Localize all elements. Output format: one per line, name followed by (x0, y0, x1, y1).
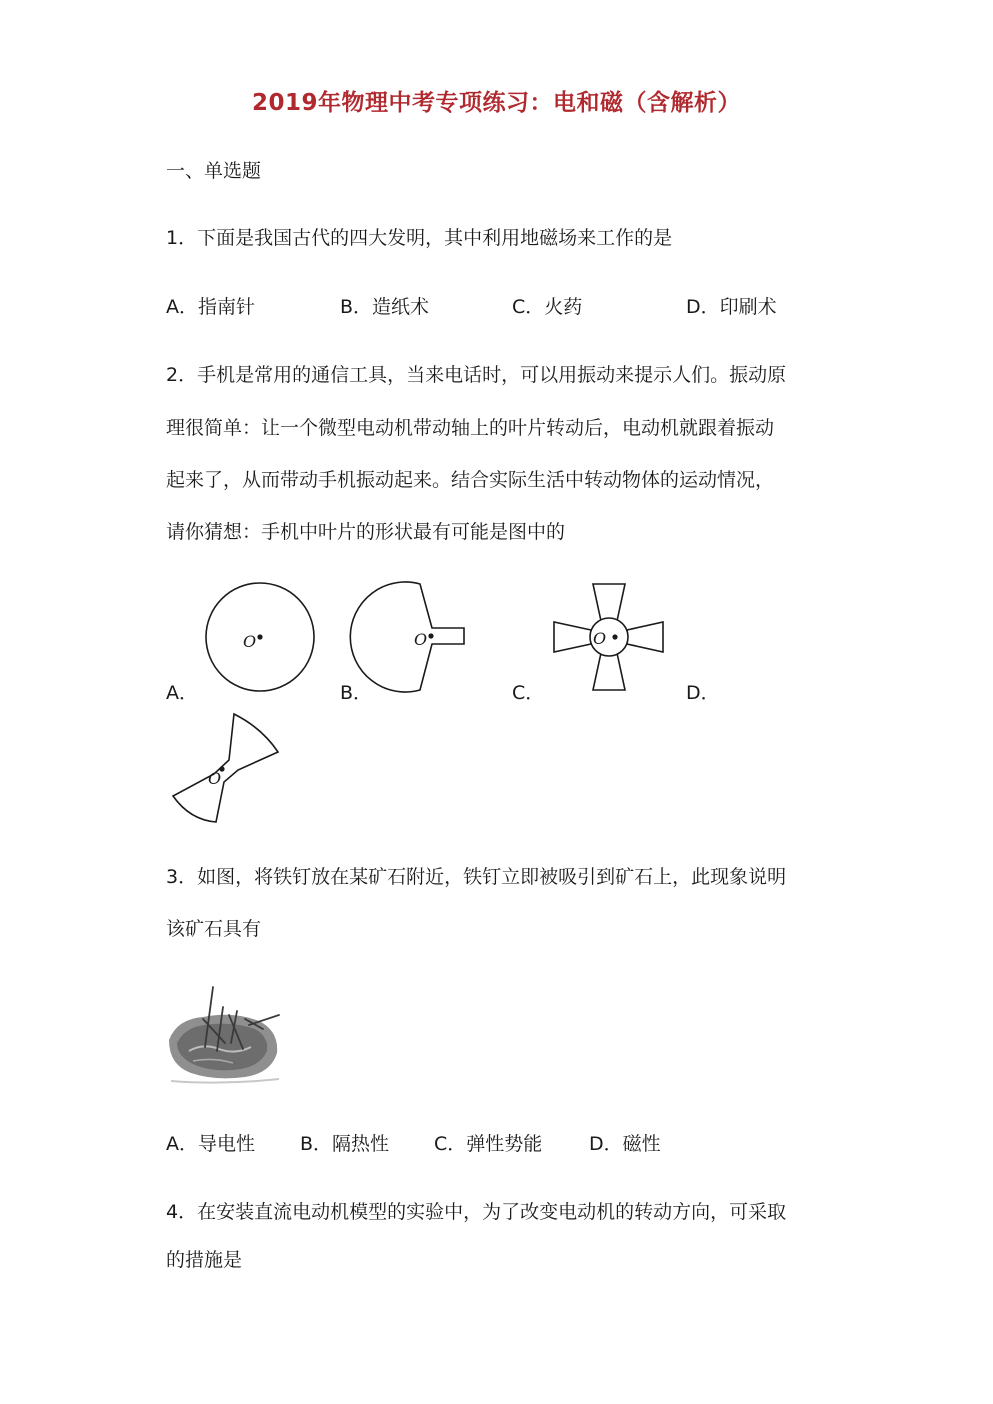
q2-stem-line-1: 2．手机是常用的通信工具，当来电话时，可以用振动来提示人们。振动原 (166, 364, 787, 386)
axis-label: O (414, 630, 428, 649)
q1-option-d[interactable]: D．印刷术 (686, 296, 777, 318)
q2-option-c[interactable]: C． (512, 682, 545, 704)
q3-option-b[interactable]: B．隔热性 (300, 1133, 390, 1155)
q1-stem: 1．下面是我国古代的四大发明，其中利用地磁场来工作的是 (166, 227, 673, 249)
fan-blade-top (593, 584, 625, 621)
axis-label: O (243, 632, 257, 651)
axis-point (257, 634, 262, 639)
q1-option-a[interactable]: A．指南针 (166, 296, 255, 318)
axis-label: O (208, 769, 222, 788)
q2-stem-line-3: 起来了，从而带动手机振动起来。结合实际生活中转动物体的运动情况， (166, 469, 775, 491)
blade-figure-d (166, 712, 284, 828)
q2-stem-line-4: 请你猜想：手机中叶片的形状最有可能是图中的 (166, 521, 566, 543)
bowtie-blade-shape (173, 714, 278, 822)
blade-figure-a (200, 582, 320, 697)
q3-option-d[interactable]: D．磁性 (589, 1133, 661, 1155)
q1-option-b[interactable]: B．造纸术 (340, 296, 430, 318)
q2-option-d[interactable]: D． (686, 682, 720, 704)
q3-stem-line-1: 3．如图，将铁钉放在某矿石附近，铁钉立即被吸引到矿石上，此现象说明 (166, 866, 787, 888)
q2-stem-line-2: 理很简单：让一个微型电动机带动轴上的叶片转动后，电动机就跟着振动 (166, 417, 775, 439)
ore-with-nails-image (163, 985, 285, 1085)
axis-point (428, 633, 433, 638)
sector-blade-shape (350, 582, 464, 692)
q2-option-a[interactable]: A． (166, 682, 198, 704)
q4-stem-line-2: 的措施是 (166, 1249, 243, 1271)
axis-point (612, 634, 617, 639)
q3-option-c[interactable]: C．弹性势能 (434, 1133, 543, 1155)
q3-option-a[interactable]: A．导电性 (166, 1133, 255, 1155)
blade-figure-b (372, 582, 472, 697)
q1-option-c[interactable]: C．火药 (512, 296, 583, 318)
q4-stem-line-1: 4．在安装直流电动机模型的实验中，为了改变电动机的转动方向，可采取 (166, 1201, 787, 1223)
fan-blade-left (554, 622, 591, 652)
fan-blade-right (627, 622, 663, 652)
blade-figure-c (552, 582, 667, 692)
fan-blade-bottom (593, 653, 625, 690)
axis-label: O (593, 629, 607, 648)
q3-stem-line-2: 该矿石具有 (166, 918, 262, 940)
page-title: 2019年物理中考专项练习：电和磁（含解析） (251, 90, 741, 116)
q2-option-b[interactable]: B． (340, 682, 373, 704)
section-heading: 一、单选题 (166, 160, 262, 182)
